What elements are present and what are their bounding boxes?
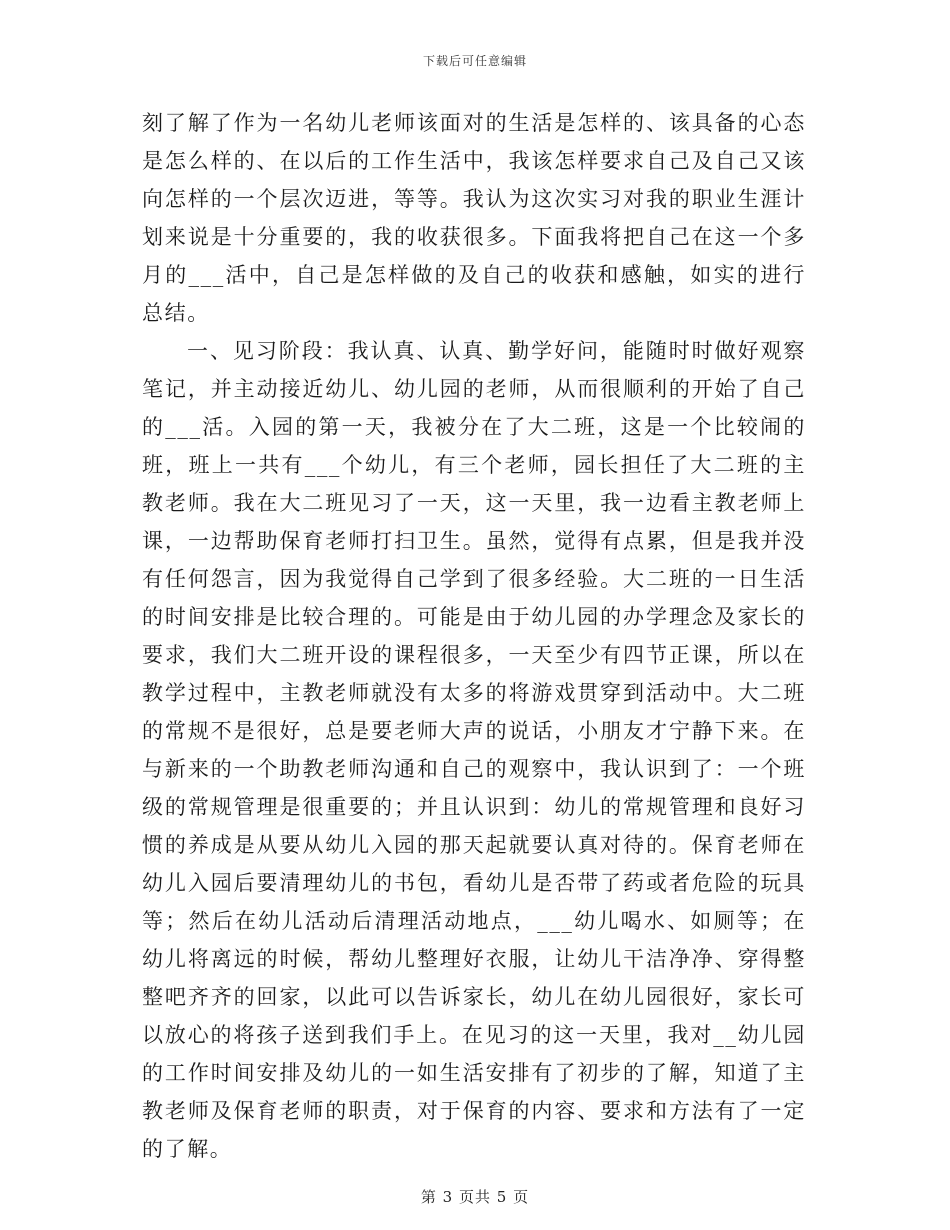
page-header: 下载后可任意编辑 bbox=[422, 54, 527, 68]
document-body bbox=[142, 104, 806, 1168]
paragraph-observation-stage: 一、见习阶段：我认真、认真、勤学好问，能随时时做好观察笔记，并主动接近幼儿、幼儿园的老师，从而很顺利的开始了自己的___活。入园的第一天，我被分在了大二班，这是一个比较闹的班，班上一共有___个幼儿，有三个老师，园长担任了大二班的主教老师。我在大二班见习了一天，这一天里，我一边看主教老师上课，一边帮助保育老师打扫卫生。虽然，觉得有点累，但是我并没有任何怨言，因为我觉得自己学到了很多经验。大二班的一日生活的时间安排是比较合理的。可能是由于幼儿园的办学理念及家长的要求，我们大二班开设的课程很多，一天至少有四节正课，所以在教学过程中，主教老师就没有太多的将游戏贯穿到活动中。大二班的常规不是很好，总是要老师大声的说话，小朋友才宁静下来。在与新来的一个助教老师沟通和自己的观察中，我认识到了：一个班级的常规管理是很重要的；并且认识到：幼儿的常规管理和良好习惯的养成是从要从幼儿入园的那天起就要认真对待的。保育老师在幼儿入园后要清理幼儿的书包，看幼儿是否带了药或者危险的玩具等；然后在幼儿活动后清理活动地点，___幼儿喝水、如厕等；在幼儿将离远的时候，帮幼儿整理好衣服，让幼儿干洁净净、穿得整整吧齐齐的回家，以此可以告诉家长，幼儿在幼儿园很好，家长可以放心的将孩子送到我们手上。在见习的这一天里，我对__幼儿园的工作时间安排及幼儿的一如生活安排有了初步的了解，知道了主教老师及保育老师的职责，对于保育的内容、要求和方法有了一定的了解。 bbox=[142, 339, 806, 1161]
page-footer: 第 3 页共 5 页 bbox=[420, 1188, 530, 1206]
paragraph-intro: 刻了解了作为一名幼儿老师该面对的生活是怎样的、该具备的心态是怎么样的、在以后的工作生活中，我该怎样要求自己及自己又该向怎样的一个层次迈进，等等。我认为这次实习对我的职业生涯计划来说是十分重要的，我的收获很多。下面我将把自己在这一个多月的___活中，自己是怎样做的及自己的收获和感触，如实的进行总结。 bbox=[142, 111, 806, 325]
